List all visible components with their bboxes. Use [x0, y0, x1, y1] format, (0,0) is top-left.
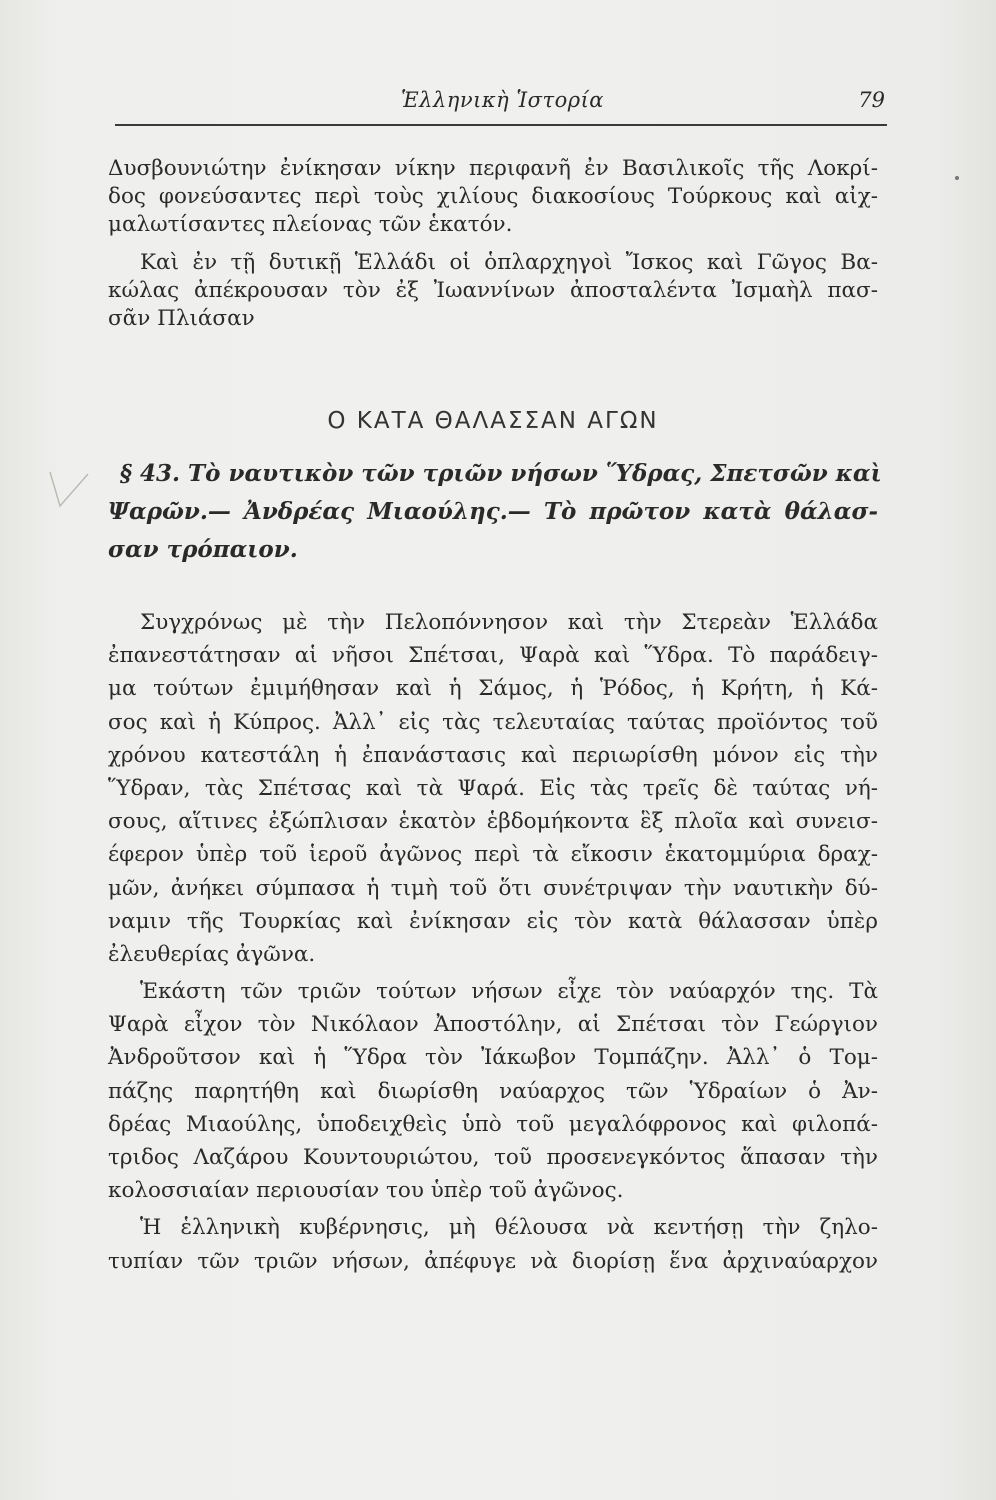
paragraph	[108, 155, 878, 239]
header-rule	[115, 124, 887, 126]
text-line: μα τούτων ἐμιμήθησαν καὶ ἡ Σάμος, ἡ Ῥόδος, ἡ Κρήτη, ἡ Κά-	[108, 676, 878, 702]
text-line: σος καὶ ἡ Κύπρος. Ἀλλ᾿ εἰς τὰς τελευταίας ταύτας προϊόντος τοῦ	[108, 709, 878, 735]
text-line: Καὶ ἐν τῇ δυτικῇ Ἑλλάδι οἱ ὁπλαρχηγοὶ Ἴσκος καὶ Γῶγος Βα-	[140, 250, 878, 275]
paragraph	[108, 606, 878, 971]
text-line: Ψαρὰ εἶχον τὸν Νικόλαον Ἀποστόλην, αἱ Σπέτσαι τὸν Γεώργιον	[108, 1012, 878, 1038]
paper-speck	[955, 176, 959, 180]
text-line: ἐλευθερίας ἀγῶνα.	[108, 941, 316, 967]
margin-pencil-mark	[28, 470, 98, 510]
subsection-heading	[108, 455, 882, 569]
main-text	[108, 606, 878, 1278]
text-line: Ἡ ἑλληνικὴ κυβέρνησις, μὴ θέλουσα νὰ κεντήσῃ τὴν ζηλο-	[140, 1215, 878, 1241]
text-line: πάζης παρητήθη καὶ διωρίσθη ναύαρχος τῶν Ὑδραίων ὁ Ἀν-	[108, 1078, 878, 1104]
subsection-line: σαν τρόπαιον.	[108, 536, 298, 563]
text-line: τριδος Λαζάρου Κουντουριώτου, τοῦ προσενεγκόντος ἅπασαν τὴν	[108, 1145, 878, 1170]
text-line: Ἑκάστη τῶν τριῶν τούτων νήσων εἶχε τὸν ναύαρχόν της. Τὰ	[140, 979, 878, 1005]
text-line: μῶν, ἀνήκει σύμπασα ἡ τιμὴ τοῦ ὅτι συνέτριψαν τὴν ναυτικὴν δύ-	[108, 875, 878, 901]
intro-text	[108, 155, 878, 333]
text-line: Ἀνδροῦτσον καὶ ἡ Ὕδρα τὸν Ἰάκωβον Τομπάζην. Ἀλλ᾿ ὁ Τομ-	[108, 1045, 878, 1071]
text-line: κολοσσιαίαν περιουσίαν του ὑπὲρ τοῦ ἀγῶνος.	[108, 1178, 624, 1204]
text-line: χρόνου κατεστάλη ἡ ἐπανάστασις καὶ περιωρίσθη μόνον εἰς τὴν	[108, 742, 878, 768]
text-line: σᾶν Πλιάσαν	[108, 306, 255, 331]
text-line: κώλας ἀπέκρουσαν τὸν ἐξ Ἰωαννίνων ἀποσταλέντα Ἰσμαὴλ πασ-	[108, 278, 878, 303]
paragraph	[108, 1211, 878, 1277]
running-title: Ἑλληνικὴ Ἱστορία	[400, 88, 604, 112]
text-line: μαλωτίσαντες πλείονας τῶν ἑκατόν.	[108, 212, 513, 237]
text-line: ἐπανεστάτησαν αἱ νῆσοι Σπέτσαι, Ψαρὰ καὶ Ὕδρα. Τὸ παράδειγ-	[108, 643, 878, 669]
text-line: Ὕδραν, τὰς Σπέτσας καὶ τὰ Ψαρά. Εἰς τὰς τρεῖς δὲ ταύτας νή-	[108, 775, 878, 801]
subsection-line: Ψαρῶν.— Ἀνδρέας Μιαούλης.— Τὸ πρῶτον κατὰ θάλασ-	[108, 498, 878, 525]
text-line: σους, αἵτινες ἐξώπλισαν ἑκατὸν ἑβδομήκοντα ἓξ πλοῖα καὶ συνεισ-	[108, 809, 878, 835]
text-line: δρέας Μιαούλης, ὑποδειχθεὶς ὑπὸ τοῦ μεγαλόφρονος καὶ φιλοπά-	[108, 1111, 878, 1137]
paragraph	[108, 975, 878, 1207]
text-line: ναμιν τῆς Τουρκίας καὶ ἐνίκησαν εἰς τὸν κατὰ θάλασσαν ὑπὲρ	[108, 908, 878, 934]
text-line: έφερον ὑπὲρ τοῦ ἱεροῦ ἀγῶνος περὶ τὰ εἴκοσιν ἑκατομμύρια δραχ-	[108, 842, 878, 868]
subsection-line: § 43. Τὸ ναυτικὸν τῶν τριῶν νήσων Ὕδρας, Σπετσῶν καὶ	[120, 460, 882, 487]
text-line: Συγχρόνως μὲ τὴν Πελοπόννησον καὶ τὴν Στερεὰν Ἑλλάδα	[140, 610, 878, 635]
text-line: δος φονεύσαντες περὶ τοὺς χιλίους διακοσίους Τούρκους καὶ αἰχ-	[108, 184, 878, 209]
text-line: τυπίαν τῶν τριῶν νήσων, ἀπέφυγε νὰ διορίσῃ ἕνα ἀρχιναύαρχον	[108, 1248, 878, 1274]
paragraph	[108, 249, 878, 333]
page-number: 79	[858, 88, 885, 112]
section-heading: Ο ΚΑΤΑ ΘΑΛΑΣΣΑΝ ΑΓΩΝ	[327, 408, 659, 434]
text-line: Δυσβουνιώτην ἐνίκησαν νίκην περιφανῆ ἐν Βασιλικοῖς τῆς Λοκρί-	[108, 156, 878, 181]
running-head	[120, 86, 885, 126]
